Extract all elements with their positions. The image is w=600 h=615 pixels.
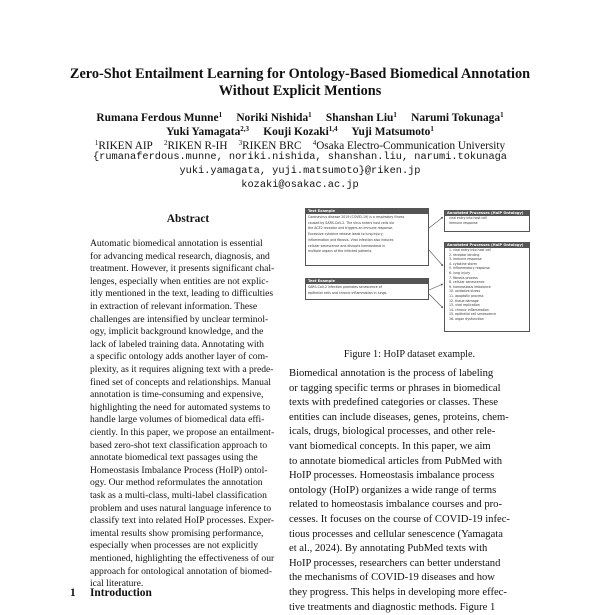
figure-text-lines xyxy=(306,284,428,295)
arrow-to-annotation-list xyxy=(429,250,443,266)
figure-box-label: Annotated Processes (HoIP Ontology) xyxy=(445,243,529,248)
figure-text-line: epithelial cells and chronic inflammation in lungs. xyxy=(308,290,388,295)
abstract-line: plexity, as it requires aligning text with a prede- xyxy=(90,364,274,375)
figure-annotation-item: 5. inflammatory response xyxy=(449,266,490,271)
affiliation-mark: 2 xyxy=(163,139,168,147)
figure-annotation-item: 8. cellular senescence xyxy=(449,280,485,285)
author-affiliation-mark: 1,4 xyxy=(328,125,338,133)
author-name: Yuji Matsumoto xyxy=(351,126,431,138)
section-number: 1 xyxy=(70,587,76,599)
arrow-to-annotation-box xyxy=(429,217,443,228)
affiliation-name: RIKEN BRC xyxy=(242,140,302,152)
figure-annotation-item: 9. homeostasis imbalance xyxy=(449,284,491,289)
author-email-line: yuki.yamagata, yuji.matsumoto}@riken.jp xyxy=(179,165,421,177)
body-text-line: et al., 2024). By annotating PubMed texts with xyxy=(289,543,488,555)
figure-annotation-item: 16. organ dysfunction xyxy=(449,316,484,321)
figure-annotation-item: 2. receptor binding xyxy=(449,252,480,257)
abstract-line: task as a multi-class, multi-label classification xyxy=(90,490,267,501)
body-text-line: icals, drugs, biological processes, and other rele- xyxy=(289,426,496,438)
affiliation-name: RIKEN AIP xyxy=(98,140,153,152)
paper-title-line-2: Without Explicit Mentions xyxy=(218,83,382,99)
abstract-line: Homeostasis Imbalance Process (HoIP) ontol- xyxy=(90,464,268,476)
body-text-line: ontology (HoIP) organizes a wide range of terms xyxy=(289,484,497,496)
figure-text-box-2 xyxy=(305,278,429,300)
abstract-line: in extraction of relevant information. These xyxy=(90,301,258,312)
figure-annotation-item: 15. epithelial cell senescence xyxy=(449,312,497,317)
figure-caption: Figure 1: HoIP dataset example. xyxy=(343,349,476,360)
body-text-line: HoIP processes. Homeostasis imbalance process xyxy=(289,470,495,482)
figure-annotation-item: 14. chronic inflammation xyxy=(449,307,489,312)
figure-annotation-item: 13. viral replication xyxy=(449,303,480,308)
figure-box-label: Text Example xyxy=(306,209,428,214)
abstract-line: Automatic biomedical annotation is essential xyxy=(90,238,263,249)
abstract-line: based zero-shot text classification approach to xyxy=(90,439,268,451)
body-text-line: HoIP processes, researchers can better understand xyxy=(289,557,501,569)
figure-text-line: caused by SARS-CoV-2. The virus enters host cells via xyxy=(308,220,395,225)
author-affiliation-mark: 1 xyxy=(430,125,434,133)
abstract-line: fined set of concepts and relationships. Manual xyxy=(90,376,271,388)
body-text-line: related to homeostasis imbalance courses and pro- xyxy=(289,499,502,511)
body-text-line: tive treatments and diagnostic methods. Figure 1 xyxy=(289,601,496,613)
body-text-line: vant biomedical concepts. In this paper, we aim xyxy=(289,441,491,452)
abstract-line: ciently. In this paper, we propose an entailment- xyxy=(90,427,275,438)
body-text-line: to annotate biomedical articles from PubMed with xyxy=(289,455,502,467)
abstract-line: itly mentioned in the text, leading to difficulties xyxy=(90,288,274,300)
body-text-line: Biomedical annotation is the process of labeling xyxy=(289,368,494,379)
abstract-line: lenges, especially when entities are not explic- xyxy=(90,275,269,287)
abstract-line: especially when processes are not explicitly xyxy=(90,540,259,552)
body-text-line: tious processes and cellular senescence (Yamagata xyxy=(289,528,503,540)
abstract-line: lack of labeled training data. Annotating with xyxy=(90,338,264,350)
arrow-to-annotation-list xyxy=(429,284,443,290)
author-email-line: {rumanaferdous.munne, noriki.nishida, shanshan.liu, narumi.tokunaga xyxy=(92,151,507,163)
body-text-line: the mechanisms of COVID-19 diseases and how xyxy=(289,572,495,584)
abstract-line: approach for ontological annotation of biomed- xyxy=(90,565,272,577)
author-name: Kouji Kozaki xyxy=(263,126,329,138)
section-heading xyxy=(70,586,152,600)
section-title: Introduction xyxy=(90,587,152,599)
affiliation-name: Osaka Electro-Communication University xyxy=(316,140,506,152)
figure-box-label: Annotated Processes (HoIP Ontology) xyxy=(445,211,529,216)
figure-text-line: cellular senescence and disrupts homeostasis in xyxy=(308,243,386,248)
abstract-line: problem and uses natural language inference to xyxy=(90,502,272,514)
author-name: Shanshan Liu xyxy=(325,112,394,124)
abstract-line: classify text into related HoIP processes. Exper- xyxy=(90,515,275,527)
figure-text-line: the ACE2 receptor and triggers an immune response. xyxy=(308,226,394,231)
abstract-line: treatment. However, it presents significant chal- xyxy=(90,263,275,275)
figure-annotation-item: 10. oxidative stress xyxy=(449,289,481,294)
arrow-to-annotation-list xyxy=(429,294,443,308)
figure-annotation-item: 3. immune response xyxy=(449,257,482,262)
author-affiliation-mark: 2,3 xyxy=(240,125,250,133)
figure-annotation-item: 7. fibrosis process xyxy=(449,275,478,280)
author-name: Narumi Tokunaga xyxy=(411,112,501,124)
author-name: Rumana Ferdous Munne xyxy=(96,112,219,124)
figure-annotation-item: immune response xyxy=(449,220,478,225)
figure-text-lines xyxy=(306,214,428,254)
figure-text-line: Coronavirus disease 2019 (COVID-19) is a respiratory illness xyxy=(308,215,405,219)
figure-text-line: inflammation and fibrosis. Viral infection also induces xyxy=(308,237,394,242)
abstract-line: ical literature. xyxy=(90,578,144,590)
abstract-line: for advancing medical research, diagnosis, and xyxy=(90,250,270,262)
figure-annotation-item: 4. cytokine storm xyxy=(449,261,477,266)
figure-text-box xyxy=(305,208,429,266)
affiliation-mark: 4 xyxy=(312,139,317,147)
author-name: Yuki Yamagata xyxy=(166,126,241,138)
abstract-heading: Abstract xyxy=(166,213,210,225)
abstract-line: ogy. Our method reformulates the annotation xyxy=(90,477,263,489)
author-affiliation-mark: 1 xyxy=(218,111,223,119)
figure-hoip-example xyxy=(305,206,531,336)
body-text-line: they progress. This helps in developing more effec- xyxy=(289,587,507,598)
figure-text-line: Excessive cytokine release leads to lung injury, xyxy=(308,232,384,237)
affiliation-name: RIKEN R-IH xyxy=(167,140,228,152)
author-name: Noriki Nishida xyxy=(236,112,309,124)
body-text-line: cesses. It focuses on the course of COVID-19 infec- xyxy=(289,514,510,525)
figure-annotation-list xyxy=(445,248,529,322)
affiliation-mark: 1 xyxy=(94,139,99,147)
abstract-line: handle large volumes of biomedical data effi- xyxy=(90,414,265,426)
figure-annotation-item: 11. apoptotic process xyxy=(449,293,484,298)
figure-annotation-item: 1. viral entry into host cell xyxy=(449,248,491,252)
figure-annotation-list-box xyxy=(444,242,530,332)
figure-box-label: Text Example xyxy=(306,279,428,284)
abstract-line: mentioned, highlighting the effectiveness of our xyxy=(90,553,275,564)
body-text-line: or tagging specific terms or phrases in biomedical xyxy=(289,382,501,394)
abstract-line: annotation is time-consuming and expensive, xyxy=(90,389,264,401)
author-affiliation-mark: 1 xyxy=(393,111,397,119)
body-text-line: texts with predefined categories or classes. These xyxy=(289,397,498,409)
figure-annotation-item: 12. tissue damage xyxy=(449,298,479,303)
paper-title-line-1: Zero-Shot Entailment Learning for Ontology-Based Biomedical Annotation xyxy=(69,66,531,82)
figure-text-line: multiple organs of the infected patients. xyxy=(308,249,373,254)
abstract-line: annotate biomedical text passages using the xyxy=(90,452,258,464)
abstract-line: challenges are intensified by unclear terminol- xyxy=(90,313,269,325)
figure-text-line: SARS-CoV-2 infection promotes senescence of xyxy=(308,285,382,289)
abstract-line: highlighting the need for automated systems to xyxy=(90,401,271,413)
author-affiliation-mark: 1 xyxy=(500,111,504,119)
abstract-line: imental results show promising performance, xyxy=(90,527,264,539)
author-affiliation-mark: 1 xyxy=(308,111,312,119)
figure-annotation-item: 6. lung injury xyxy=(449,270,471,275)
author-email-line: kozaki@osakac.ac.jp xyxy=(241,179,359,191)
affiliation-mark: 3 xyxy=(238,139,243,147)
figure-annotation-item: viral entry into host cell xyxy=(449,216,487,220)
abstract-line: a specific ontology adds another layer of com- xyxy=(90,351,269,363)
abstract-line: ogy, implicit background knowledge, and the xyxy=(90,326,264,338)
figure-annotation-box xyxy=(444,210,530,232)
figure-annotation-lines xyxy=(445,216,529,225)
body-text-line: entities can include diseases, genes, proteins, chem- xyxy=(289,411,509,423)
